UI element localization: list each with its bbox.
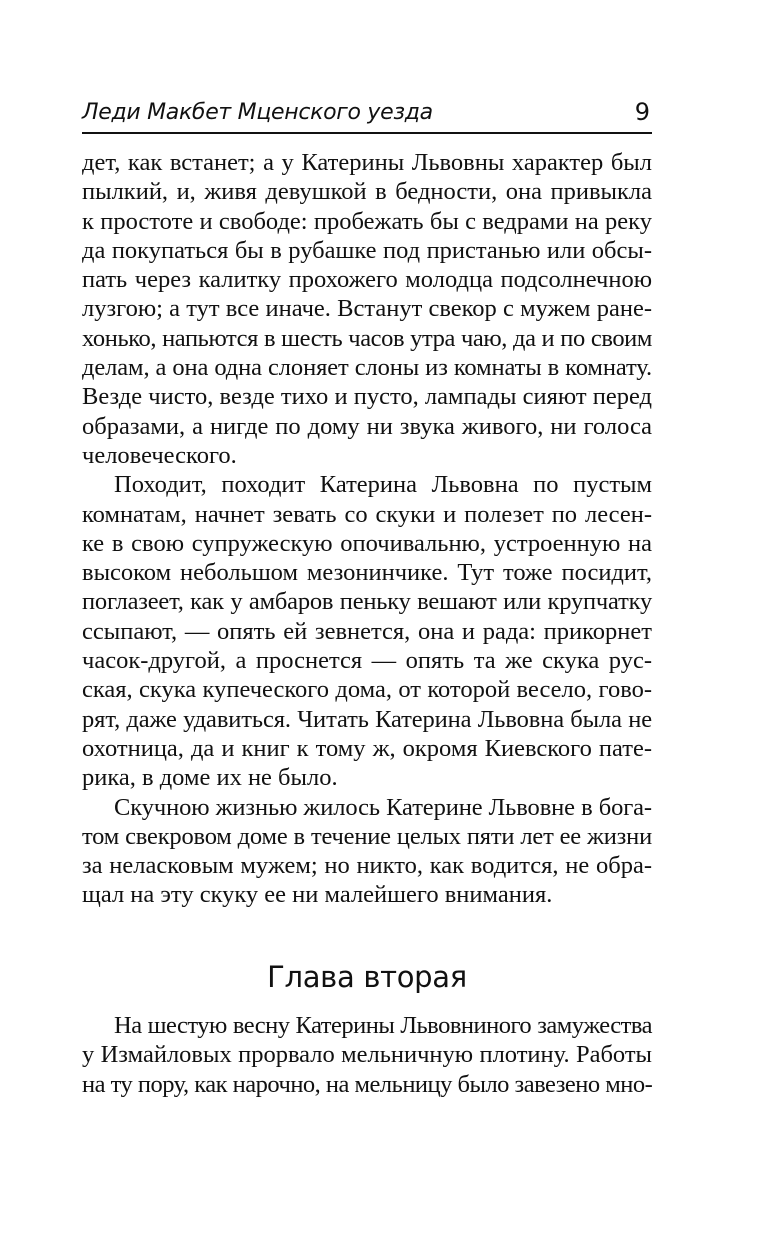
text-line: щал на эту скуку ее ни малейшего внимания. (82, 881, 553, 909)
text-line: ке в свою супружескую опочивальню, устроенную на (82, 529, 652, 557)
running-header (82, 98, 652, 134)
text-line: образами, а нигде по дому ни звука живого, ни голоса (82, 412, 652, 440)
text-line: Скучною жизнью жилось Катерине Львовне в бога- (114, 793, 652, 821)
chapter-heading: Глава вторая (267, 960, 467, 994)
text-line: пать через калитку прохожего молодца подсолнечною (82, 266, 652, 294)
text-line: Везде чисто, везде тихо и пусто, лампады сияют перед (82, 383, 652, 411)
paragraph (82, 1011, 652, 1099)
text-line: человеческого. (82, 441, 237, 469)
text-line: комнатам, начнет зевать со скуки и полезет по лесен- (82, 500, 652, 528)
text-line: рят, даже удавиться. Читать Катерина Львовна была не (82, 705, 652, 733)
text-line: рика, в доме их не было. (82, 764, 338, 792)
text-line: часок-другой, а проснется — опять та же скука рус- (82, 647, 652, 675)
text-line: охотница, да и книг к тому ж, окромя Киевского пате- (82, 734, 652, 762)
text-line: хонько, напьются в шесть часов утра чаю, да и по своим (82, 324, 652, 352)
text-line: на ту пору, как нарочно, на мельницу было завезено мно- (82, 1070, 653, 1098)
text-line: делам, а она одна слоняет слоны из комнаты в комнату. (82, 354, 652, 382)
text-line: ская, скука купеческого дома, от которой весело, гово- (82, 676, 652, 704)
chapter-body-text (82, 1011, 652, 1099)
paragraph (82, 793, 652, 910)
running-title: Леди Макбет Мценского уезда (82, 100, 433, 125)
text-line: за неласковым мужем; но никто, как водится, не обра- (82, 852, 652, 880)
text-line: ссыпают, — опять ей зевнется, она и рада: прикорнет (82, 617, 652, 645)
text-line: том свекровом доме в течение целых пяти лет ее жизни (82, 822, 652, 850)
text-line: высоком небольшом мезонинчике. Тут тоже посидит, (82, 559, 652, 587)
text-line: да покупаться бы в рубашке под пристанью или обсы- (82, 236, 652, 264)
text-line: у Измайловых прорвало мельничную плотину. Работы (82, 1041, 652, 1069)
text-line: На шестую весну Катерины Львовниного замужества (114, 1012, 652, 1039)
text-line: поглазеет, как у амбаров пеньку вешают или крупчатку (82, 588, 652, 616)
text-line: лузгою; а тут все иначе. Встанут свекор с мужем ране- (82, 295, 652, 323)
paragraph (82, 470, 652, 792)
text-line: к простоте и свободе: пробежать бы с ведрами на реку (82, 207, 652, 235)
body-text (82, 148, 652, 910)
text-line: пылкий, и, живя девушкой в бедности, она привыкла (82, 178, 652, 206)
paragraph (82, 148, 652, 470)
text-line: Походит, походит Катерина Львовна по пустым (114, 471, 652, 499)
page-number: 9 (634, 98, 650, 126)
text-line: дет, как встанет; а у Катерины Львовны характер был (82, 149, 652, 176)
